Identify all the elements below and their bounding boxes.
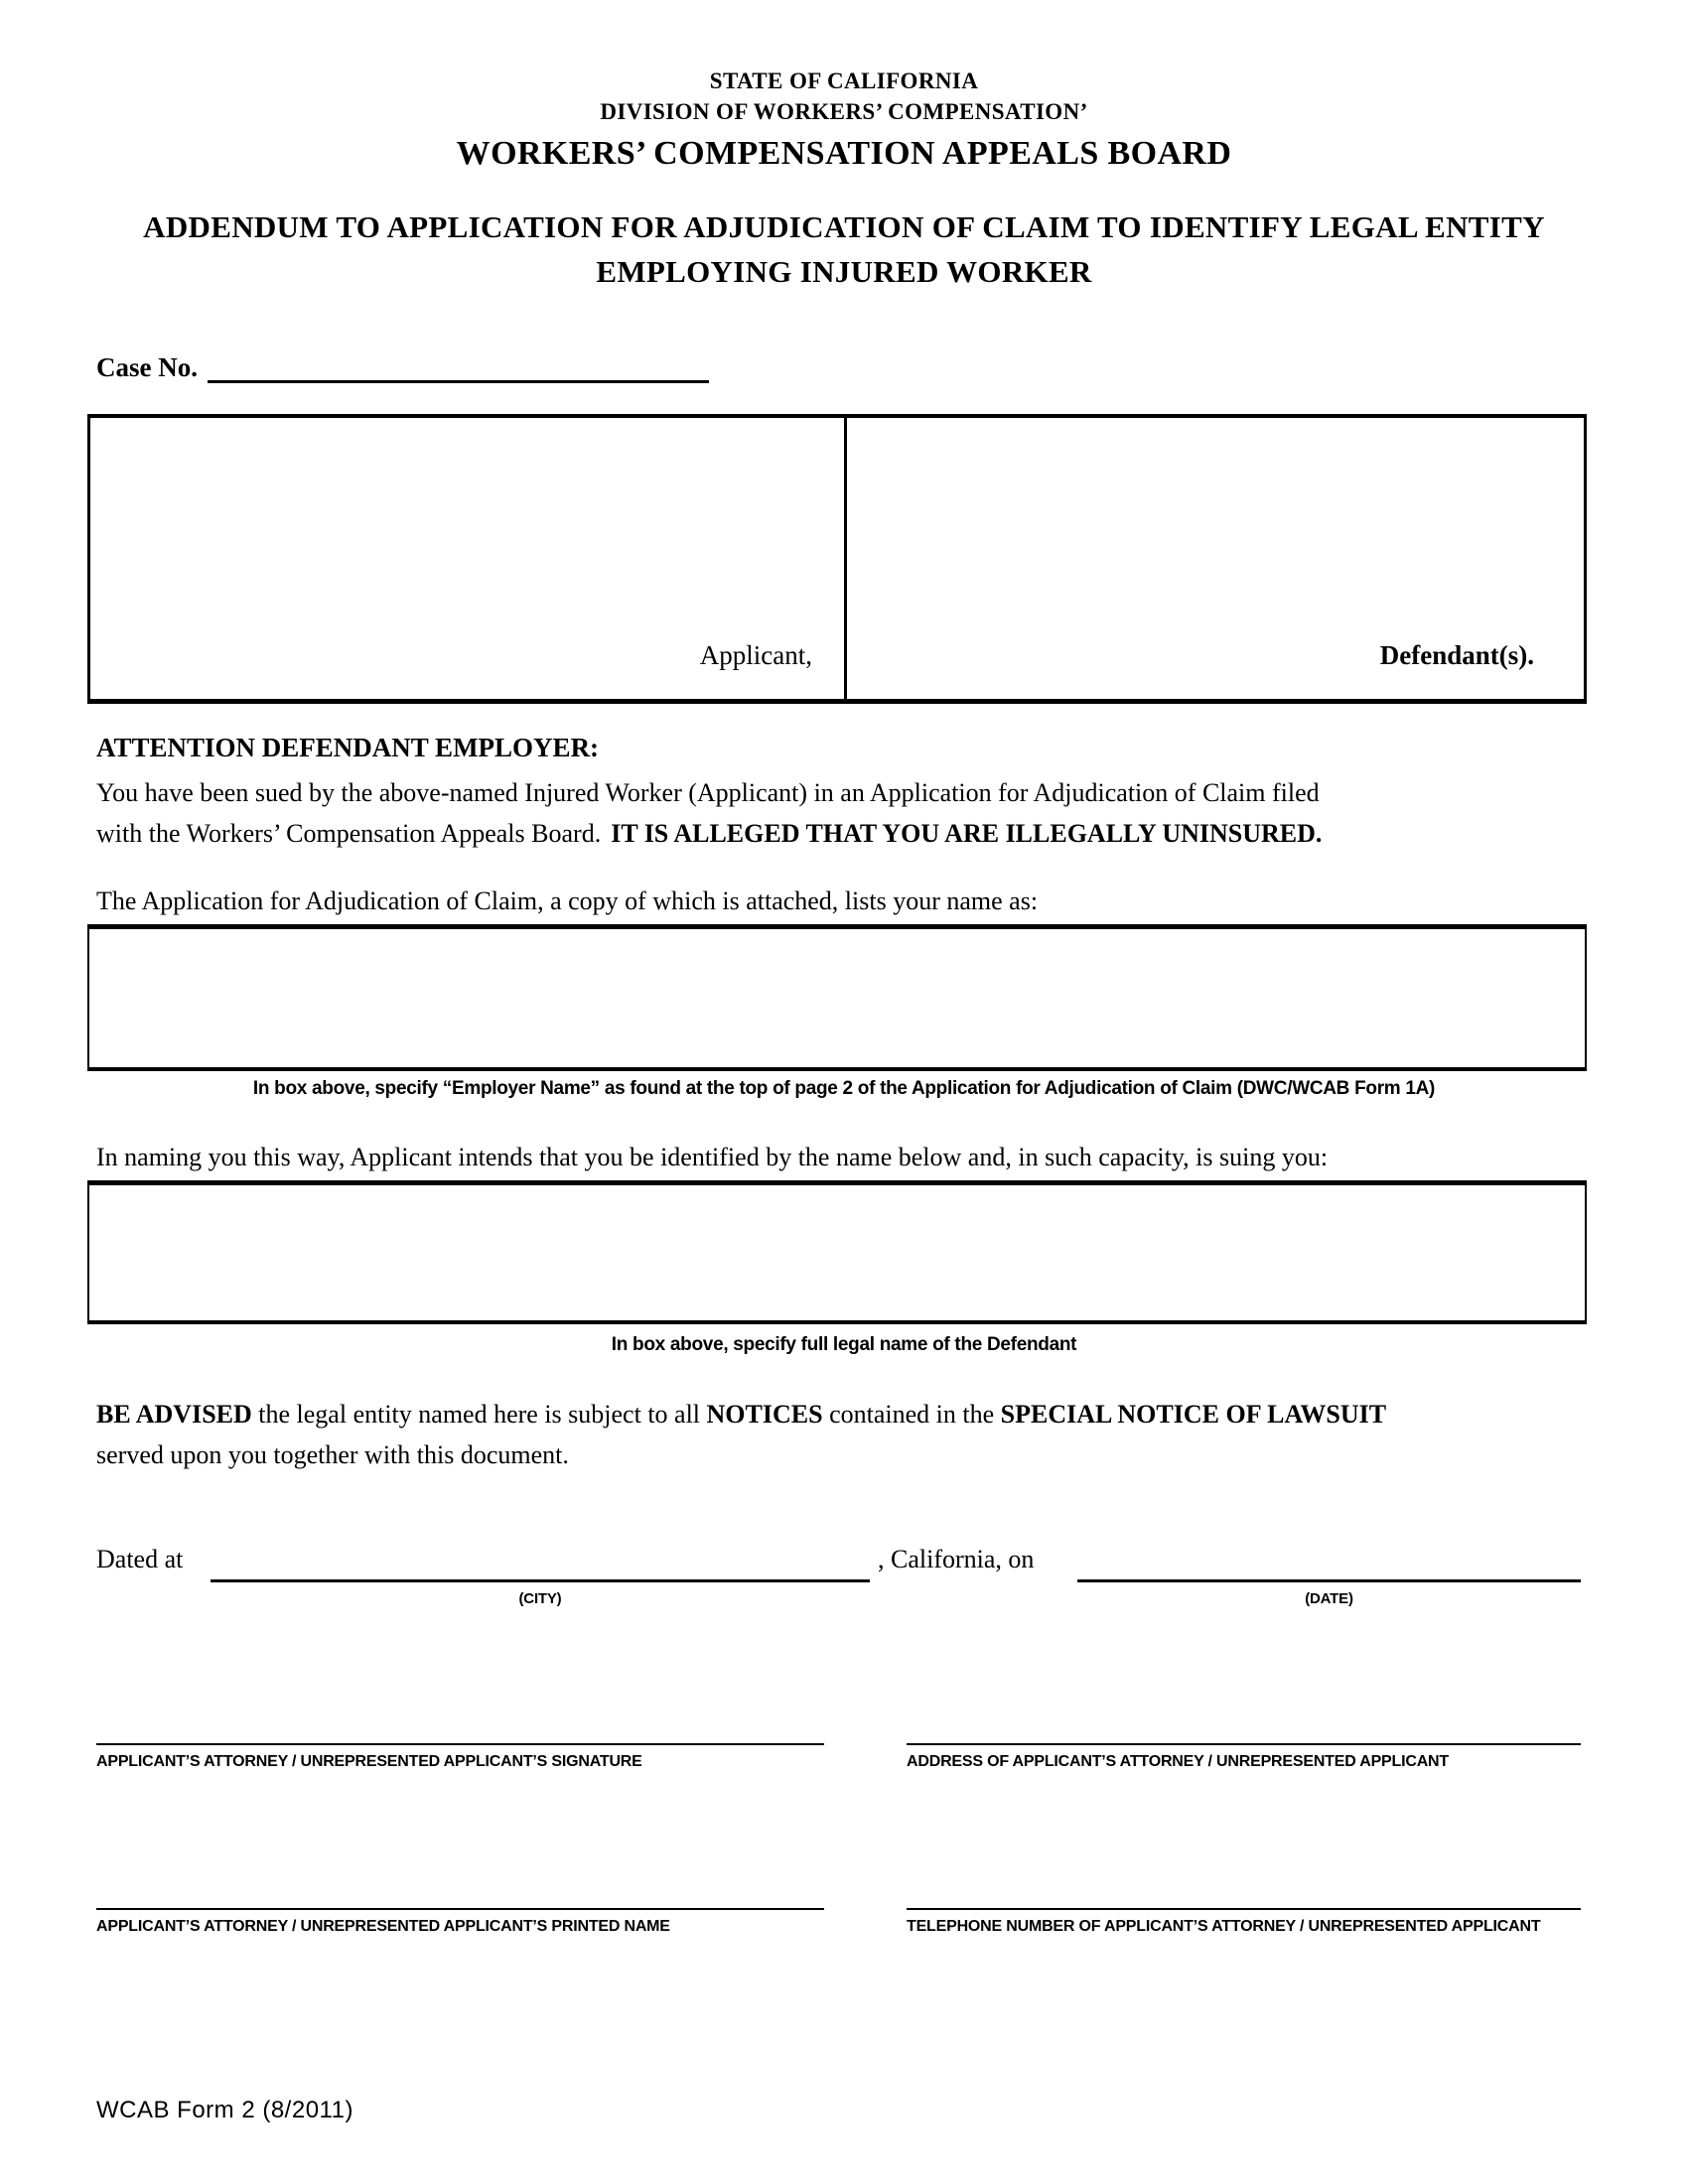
telephone-label: TELEPHONE NUMBER OF APPLICANT’S ATTORNEY / UNREPRESENTED APPLICANT <box>907 1918 1541 1935</box>
employer-name-box[interactable] <box>87 924 1587 1071</box>
legal-name-intro: In naming you this way, Applicant intends that you be identified by the name below and, in such capacity, is suing you: <box>96 1143 1329 1171</box>
employer-name-intro: The Application for Adjudication of Claim, a copy of which is attached, lists your name as: <box>96 887 1039 915</box>
header-division-line: DIVISION OF WORKERS’ COMPENSATION’ <box>600 99 1088 124</box>
attention-body-line2-bold: IT IS ALLEGED THAT YOU ARE ILLEGALLY UNINSURED. <box>611 819 1323 848</box>
signature-label: APPLICANT’S ATTORNEY / UNREPRESENTED APPLICANT’S SIGNATURE <box>96 1753 642 1770</box>
form-number: WCAB Form 2 (8/2011) <box>96 2097 353 2123</box>
form-title-line2: EMPLOYING INJURED WORKER <box>596 254 1092 289</box>
case-number-line[interactable] <box>208 347 709 383</box>
attention-section <box>96 733 1322 854</box>
advisory-line2: served upon you together with this document. <box>96 1440 569 1469</box>
form-header <box>0 66 1688 175</box>
header-board-name: WORKERS’ COMPENSATION APPEALS BOARD <box>456 135 1232 172</box>
defendant-name-cell[interactable] <box>847 418 1584 699</box>
dated-at-label: Dated at <box>96 1545 184 1573</box>
printed-name-label: APPLICANT’S ATTORNEY / UNREPRESENTED APPLICANT’S PRINTED NAME <box>96 1918 670 1935</box>
telephone-line[interactable] <box>907 1908 1581 1910</box>
advisory-bold-be-advised: BE ADVISED <box>96 1400 252 1429</box>
defendant-label: Defendant(s). <box>1379 640 1534 670</box>
address-label: ADDRESS OF APPLICANT’S ATTORNEY / UNREPRESENTED APPLICANT <box>907 1753 1449 1770</box>
form-title-line1: ADDENDUM TO APPLICATION FOR ADJUDICATION OF CLAIM TO IDENTIFY LEGAL ENTITY <box>143 209 1545 244</box>
legal-name-box[interactable] <box>87 1180 1587 1324</box>
advisory-bold-notices: NOTICES <box>706 1400 823 1429</box>
applicant-name-cell[interactable] <box>90 418 847 699</box>
attention-body-line1: You have been sued by the above-named Injured Worker (Applicant) in an Application for Adjudication of Claim filed <box>96 778 1320 807</box>
case-number-row <box>96 347 709 383</box>
city-caption: (CITY) <box>518 1590 562 1607</box>
california-on-label: , California, on <box>878 1545 1035 1573</box>
advisory-line1 <box>96 1394 1386 1434</box>
case-number-label: Case No. <box>96 352 198 382</box>
form-title <box>0 205 1688 294</box>
employer-name-caption: In box above, specify “Employer Name” as found at the top of page 2 of the Application for Adjudication of Claim (DWC/WCAB Form 1A) <box>252 1078 1436 1099</box>
party-caption-box <box>87 414 1587 704</box>
date-line[interactable] <box>1077 1579 1581 1582</box>
advisory-bold-special-notice: SPECIAL NOTICE OF LAWSUIT <box>1000 1400 1387 1429</box>
attention-body-line2 <box>96 813 1322 854</box>
city-line[interactable] <box>211 1579 870 1582</box>
attention-heading: ATTENTION DEFENDANT EMPLOYER: <box>96 733 600 762</box>
advisory-text1: the legal entity named here is subject to all <box>251 1400 707 1429</box>
legal-name-caption: In box above, specify full legal name of the Defendant <box>611 1334 1077 1355</box>
address-line[interactable] <box>907 1743 1581 1745</box>
applicant-label: Applicant, <box>699 640 812 670</box>
header-state-line: STATE OF CALIFORNIA <box>709 68 979 93</box>
advisory-paragraph <box>96 1394 1386 1475</box>
attention-body-line2-text: with the Workers’ Compensation Appeals Board. <box>96 819 602 848</box>
signature-line[interactable] <box>96 1743 824 1745</box>
date-caption: (DATE) <box>1305 1590 1353 1607</box>
advisory-text2: contained in the <box>822 1400 1001 1429</box>
printed-name-line[interactable] <box>96 1908 824 1910</box>
